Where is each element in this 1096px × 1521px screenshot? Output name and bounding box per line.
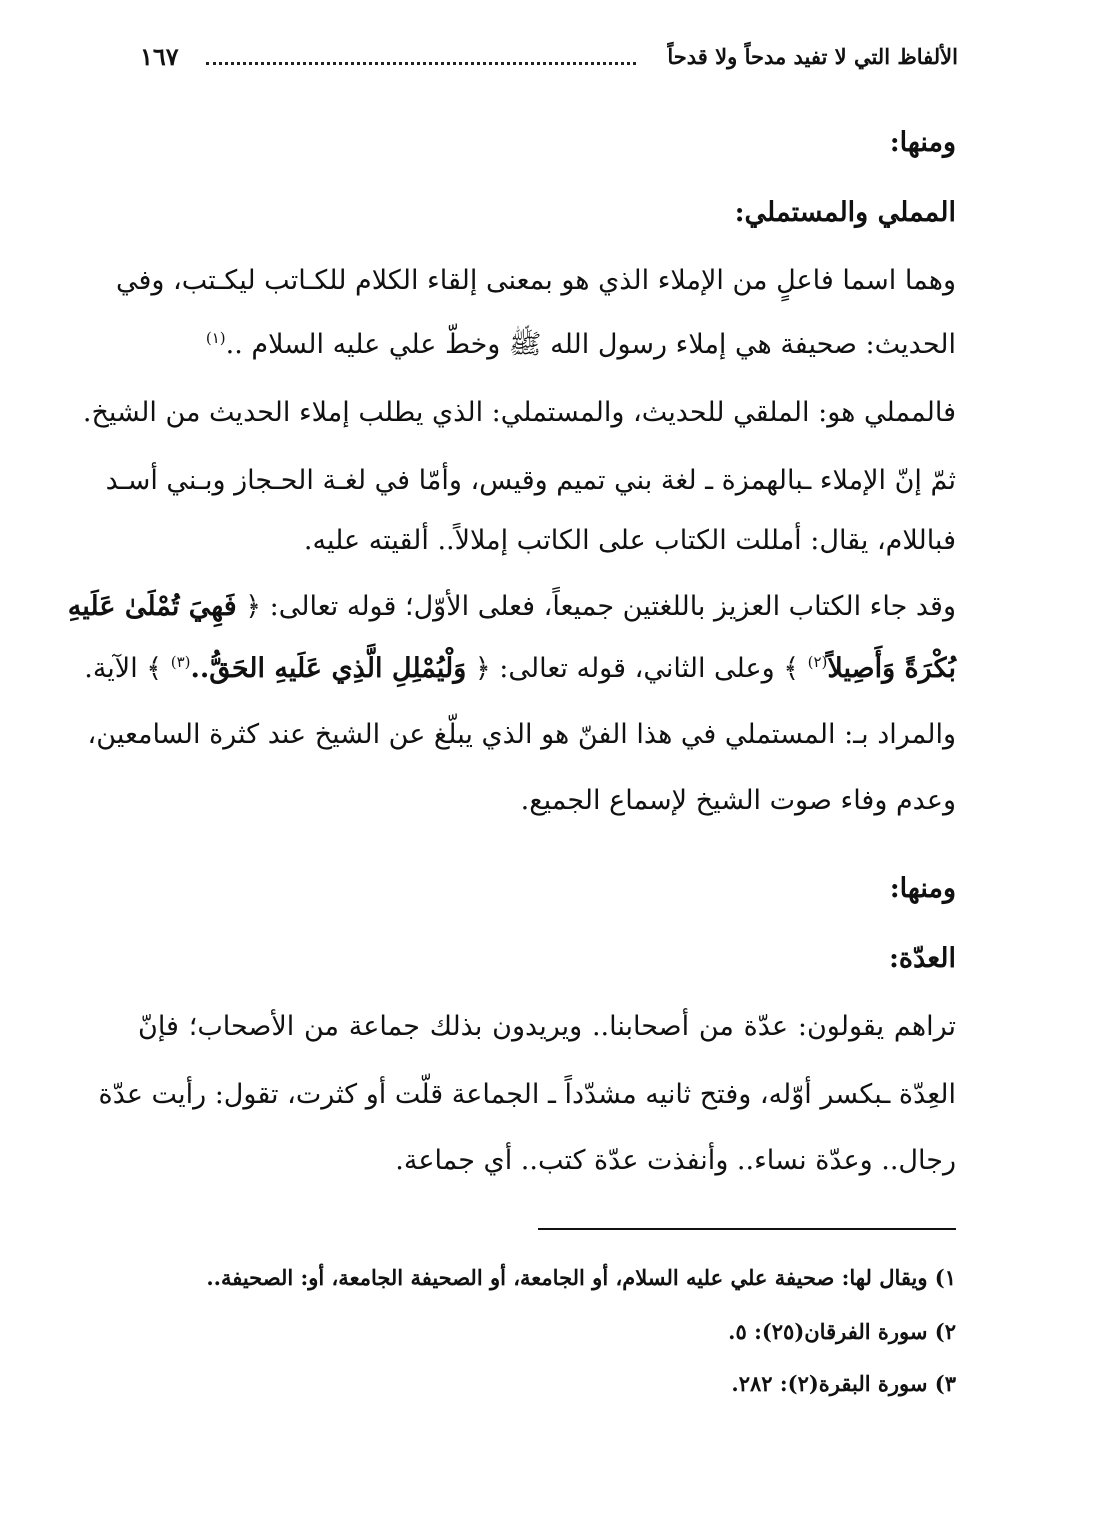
footnote: ٢) سورة الفرقان(٢٥): ٥. [728, 1319, 956, 1344]
entry-term: العدّة: [888, 943, 956, 974]
paragraph-line: رجال.. وعدّة نساء.. وأنفذت عدّة كتب.. أي جماعة. [395, 1145, 956, 1176]
section-heading: ومنها: [889, 127, 956, 158]
paragraph-line: العِدّة ـبكسر أوّله، وفتح ثانيه مشدّداً ـ الجماعة قلّت أو كثرت، تقول: رأيت عدّة [98, 1079, 956, 1110]
paragraph-text: ﴾ وعلى الثاني، قوله تعالى: ﴿ [474, 653, 800, 684]
footnote: ١) ويقال لها: صحيفة علي عليه السلام، أو الجامعة، أو الصحيفة الجامعة، أو: الصحيفة.. [206, 1265, 956, 1290]
paragraph-line: فالمملي هو: الملقي للحديث، والمستملي: الذي يطلب إملاء الحديث من الشيخ. [82, 397, 956, 428]
page-header [140, 40, 958, 80]
section-heading: ومنها: [889, 873, 956, 904]
footnote-separator [538, 1228, 956, 1230]
footnote-ref: (٢) [807, 653, 828, 671]
footnote-ref: (١) [205, 329, 226, 347]
paragraph-line [84, 646, 956, 692]
quran-quote: فَهِيَ تُمْلَىٰ عَلَيهِ [67, 591, 237, 622]
paragraph-line [138, 322, 956, 368]
footnote: ٣) سورة البقرة(٢): ٢٨٢. [731, 1371, 956, 1396]
page-number: ١٦٧ [140, 42, 179, 71]
paragraph-text: ﴾ الآية. [84, 653, 163, 684]
quran-quote: بُكْرَةً وَأَصِيلاً [827, 653, 956, 684]
entry-term: المملي والمستملي: [734, 197, 956, 228]
paragraph-line: والمراد بـ: المستملي في هذا الفنّ هو الذي يبلّغ عن الشيخ عند كثرة السامعين، [87, 719, 956, 750]
running-title: الألفاظ التي لا تفيد مدحاً ولا قدحاً [667, 44, 958, 69]
paragraph-text: وقد جاء الكتاب العزيز باللغتين جميعاً، فعلى الأوّل؛ قوله تعالى: ﴿ [245, 591, 956, 622]
paragraph-line: وهما اسما فاعلٍ من الإملاء الذي هو بمعنى إلقاء الكلام للكـاتب ليكـتب، وفي [116, 265, 956, 296]
paragraph-line [67, 584, 956, 630]
paragraph-line: تراهم يقولون: عدّة من أصحابنا.. ويريدون بذلك جماعة من الأصحاب؛ فإنّ [138, 1011, 956, 1042]
paragraph-text: الحديث: صحيفة هي إملاء رسول الله ﷺ وخطّ علي عليه السلام .. [225, 329, 956, 360]
footnote-ref: (٣) [170, 653, 191, 671]
paragraph-line: فباللام، يقال: أمللت الكتاب على الكاتب إملالاً.. ألقيته عليه. [303, 525, 956, 556]
paragraph-line: ثمّ إنّ الإملاء ـبالهمزة ـ لغة بني تميم وقيس، وأمّا في لغـة الحـجاز وبـني أسـد [105, 465, 956, 496]
paragraph-line: وعدم وفاء صوت الشيخ لإسماع الجميع. [520, 785, 956, 816]
quran-quote: وَلْيُمْلِلِ الَّذِي عَلَيهِ الحَقُّ.. [190, 653, 467, 684]
header-dot-leader [206, 62, 636, 65]
